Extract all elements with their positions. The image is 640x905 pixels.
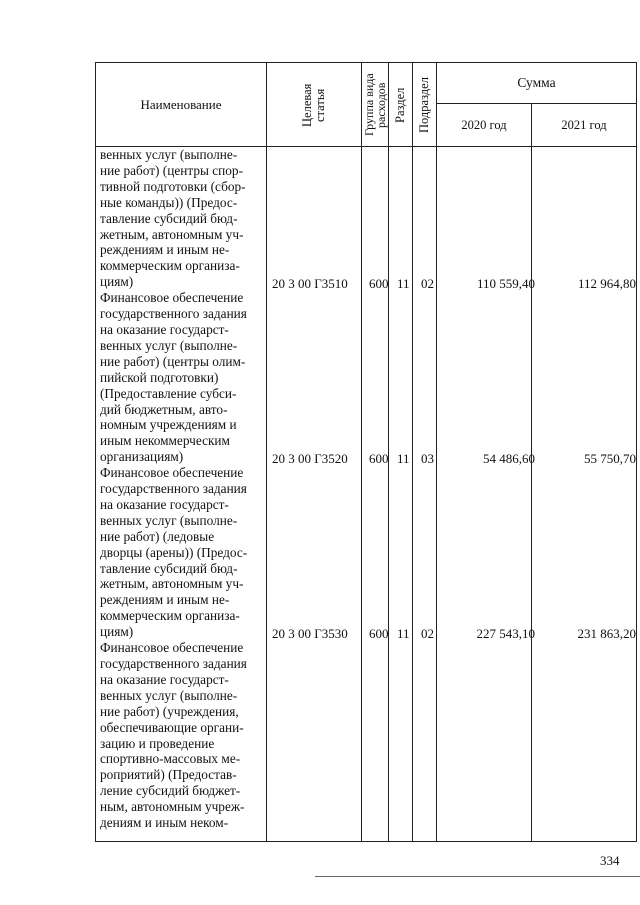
page-number: 334 <box>600 853 620 868</box>
name-line: государственного задания <box>100 481 247 497</box>
name-line: государственного задания <box>100 656 247 671</box>
name-line: ние работ) (учреждения, <box>100 703 239 719</box>
name-line: дий бюджетным, авто- <box>100 401 228 417</box>
name-line: жетным, автономным уч- <box>100 226 244 242</box>
header-section <box>389 63 413 147</box>
row-1-section: 11 <box>397 276 410 291</box>
name-line: дворцы (арены)) (Предос- <box>100 544 248 560</box>
name-line: тивной подготовки (сбор- <box>100 178 246 194</box>
name-line: зацию и проведение <box>100 735 215 751</box>
row-2-group: 600 <box>369 451 389 466</box>
name-line: ние работ) (центры спор- <box>100 162 243 178</box>
name-line: роприятий) (Предостав- <box>100 767 237 783</box>
name-text-flow <box>100 147 262 831</box>
row-1-group: 600 <box>369 276 389 291</box>
name-line: Финансовое обеспечение <box>100 290 244 306</box>
row-2-subsection: 03 <box>421 451 434 466</box>
header-name: Наименование <box>96 63 267 147</box>
header-group <box>362 63 389 147</box>
section-column <box>389 147 413 842</box>
name-line: тавление субсидий бюд- <box>100 210 238 226</box>
header-year-2020: 2020 год <box>437 104 532 147</box>
name-line: на оказание государст- <box>100 671 229 687</box>
row-1-sum2021: 112 964,80 <box>577 276 636 291</box>
budget-table <box>95 62 637 842</box>
name-line: на оказание государст- <box>100 496 229 512</box>
name-line: ным, автономным учреж- <box>100 799 245 815</box>
row-3-sum2021: 231 863,20 <box>577 626 636 641</box>
header-group-text: Группа вида расходов <box>362 73 388 136</box>
header-year-2021: 2021 год <box>532 104 637 147</box>
row-2-sum2021: 55 750,70 <box>584 451 636 466</box>
name-line: ные команды)) (Предос- <box>100 194 238 210</box>
name-line: на оказание государст- <box>100 321 229 337</box>
row-2-target: 20 3 00 Г3520 <box>272 451 348 466</box>
name-line: реждениям и иным не- <box>100 592 230 608</box>
header-target <box>267 63 362 147</box>
header-target-text: Целевая статья <box>300 82 327 127</box>
name-line: ние работ) (центры олим- <box>100 353 246 369</box>
row-1-target: 20 3 00 Г3510 <box>272 276 348 291</box>
name-line: венных услуг (выполне- <box>100 512 238 528</box>
name-line: жетным, автономным уч- <box>100 576 244 592</box>
row-3-subsection: 02 <box>421 626 434 641</box>
name-line: венных услуг (выполне- <box>100 337 238 353</box>
name-line: пийской подготовки) <box>100 369 219 385</box>
row-3-sum2020: 227 543,10 <box>476 626 535 641</box>
name-line: коммерческим организа- <box>100 258 240 274</box>
name-line: спортивно-массовых ме- <box>100 751 241 767</box>
header-section-text: Раздел <box>393 86 407 123</box>
header-subsection <box>413 63 437 147</box>
sum2021-column <box>532 147 637 842</box>
name-line: реждениям и иным не- <box>100 242 230 258</box>
name-line: циям) <box>100 274 134 290</box>
group-column <box>362 147 389 842</box>
name-line: государственного задания <box>100 306 247 322</box>
sum2020-column <box>437 147 532 842</box>
name-line: циям) <box>100 624 134 640</box>
name-line: иным некоммерческим <box>100 433 230 449</box>
name-column <box>96 147 267 842</box>
name-line: тавление субсидий бюд- <box>100 560 238 576</box>
name-line: организациям) <box>100 449 184 465</box>
name-line: номным учреждениям и <box>100 417 237 433</box>
row-3-section: 11 <box>397 626 410 641</box>
subsection-column <box>413 147 437 842</box>
name-line: обеспечивающие органи- <box>100 719 244 735</box>
header-subsection-text: Подраздел <box>417 76 431 133</box>
header-sum: Сумма <box>437 63 637 104</box>
row-3-target: 20 3 00 Г3530 <box>272 626 348 641</box>
name-line: дениям и иным неком- <box>100 815 229 831</box>
row-2-section: 11 <box>397 451 410 466</box>
row-3-group: 600 <box>369 626 389 641</box>
row-1-sum2020: 110 559,40 <box>476 276 535 291</box>
name-line: ние работ) (ледовые <box>100 528 215 544</box>
name-line: венных услуг (выполне- <box>100 687 238 703</box>
name-line: Финансовое обеспечение <box>100 465 244 481</box>
name-line: Финансовое обеспечение <box>100 640 244 656</box>
row-1-subsection: 02 <box>421 276 434 291</box>
name-line: (Предоставление субси- <box>100 385 237 401</box>
footer-rule <box>315 876 640 877</box>
target-column <box>267 147 362 842</box>
row-2-sum2020: 54 486,60 <box>483 451 535 466</box>
name-line: венных услуг (выполне- <box>100 147 238 162</box>
name-line: коммерческим организа- <box>100 608 240 624</box>
name-line: ление субсидий бюджет- <box>100 783 241 799</box>
